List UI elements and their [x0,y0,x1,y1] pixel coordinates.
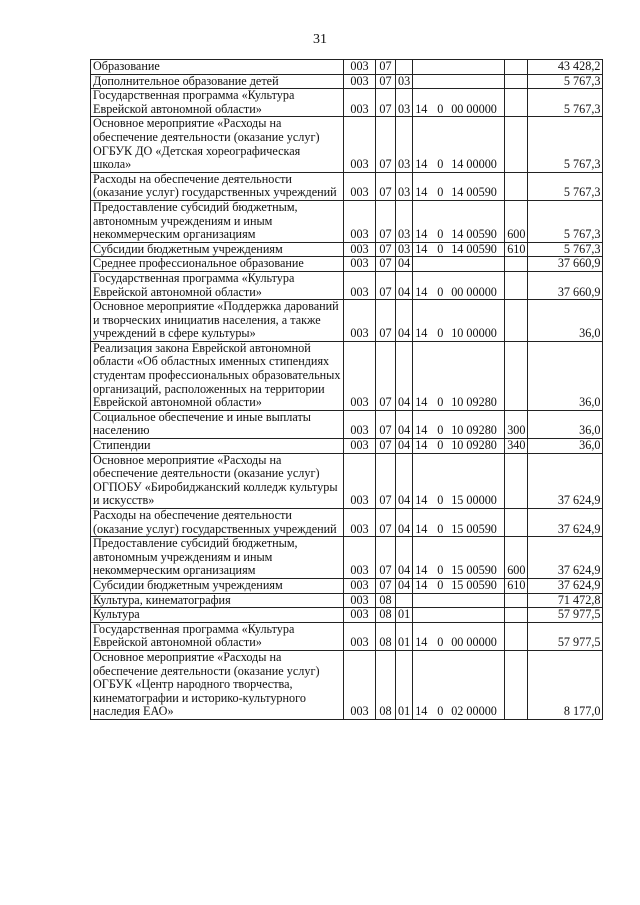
table-row [91,300,603,342]
row-admin-code-cell: 003 [344,60,376,75]
target-subprogram-code: 0 [437,284,444,299]
row-name-cell: Образование [91,60,344,75]
budget-table [90,59,603,720]
table-row [91,172,603,200]
page-number: 31 [313,32,327,47]
row-target-article-cell [413,257,505,272]
target-direction-code: 10 09280 [451,395,497,410]
row-admin-code-cell: 003 [344,117,376,172]
row-subsection-code-cell: 03 [396,172,413,200]
row-section-code-cell: 07 [376,439,396,454]
row-target-article-cell [413,60,505,75]
row-target-article-cell [413,537,505,579]
row-expense-type-cell: 600 [505,200,528,242]
target-direction-code: 00 00000 [451,284,497,299]
table-row [91,453,603,508]
row-expense-type-cell: 600 [505,537,528,579]
row-admin-code-cell: 003 [344,650,376,719]
row-name-cell: Основное мероприятие «Расходы на обеспечение деятельности (оказание услуг) ОГБУК ДО «Детская хореографическая школа» [91,117,344,172]
row-expense-type-cell [505,257,528,272]
table-row [91,117,603,172]
row-expense-type-cell: 300 [505,410,528,438]
row-subsection-code-cell: 04 [396,410,413,438]
row-subsection-code-cell [396,593,413,608]
row-section-code-cell: 07 [376,578,396,593]
table-row [91,242,603,257]
row-name-cell: Дополнительное образование детей [91,74,344,89]
target-program-code: 14 [415,521,428,536]
row-target-article-cell [413,608,505,623]
target-subprogram-code: 0 [437,521,444,536]
row-name-cell: Государственная программа «Культура Еврейской автономной области» [91,622,344,650]
target-direction-code: 15 00590 [451,563,497,578]
row-section-code-cell: 07 [376,537,396,579]
row-subsection-code-cell: 03 [396,117,413,172]
row-admin-code-cell: 003 [344,172,376,200]
row-admin-code-cell: 003 [344,439,376,454]
target-direction-code: 00 00000 [451,101,497,116]
row-admin-code-cell: 003 [344,242,376,257]
row-sum-cell: 37 624,9 [528,453,603,508]
row-name-cell: Среднее профессиональное образование [91,257,344,272]
target-direction-code: 02 00000 [451,704,497,719]
row-section-code-cell: 08 [376,622,396,650]
table-row [91,200,603,242]
row-target-article-cell [413,593,505,608]
target-subprogram-code: 0 [437,635,444,650]
row-expense-type-cell: 610 [505,242,528,257]
row-expense-type-cell [505,89,528,117]
row-subsection-code-cell: 04 [396,509,413,537]
row-expense-type-cell [505,74,528,89]
row-name-cell: Основное мероприятие «Расходы на обеспечение деятельности (оказание услуг) ОГПОБУ «Биробиджанский колледж культуры и искусств» [91,453,344,508]
row-target-article-cell [413,117,505,172]
row-name-cell: Расходы на обеспечение деятельности (оказание услуг) государственных учреждений [91,172,344,200]
row-admin-code-cell: 003 [344,509,376,537]
row-sum-cell: 57 977,5 [528,608,603,623]
row-target-article-cell [413,300,505,342]
row-admin-code-cell: 003 [344,257,376,272]
row-name-cell: Расходы на обеспечение деятельности (оказание услуг) государственных учреждений [91,509,344,537]
table-row [91,60,603,75]
table-row [91,622,603,650]
table-row [91,578,603,593]
row-name-cell: Стипендии [91,439,344,454]
target-subprogram-code: 0 [437,242,444,256]
target-subprogram-code: 0 [437,101,444,116]
row-sum-cell: 37 660,9 [528,257,603,272]
target-program-code: 14 [415,704,428,719]
row-name-cell: Субсидии бюджетным учреждениям [91,242,344,257]
row-expense-type-cell [505,341,528,410]
row-target-article-cell [413,650,505,719]
row-section-code-cell: 07 [376,410,396,438]
target-direction-code: 10 09280 [451,423,497,438]
row-sum-cell: 71 472,8 [528,593,603,608]
row-section-code-cell: 07 [376,257,396,272]
row-section-code-cell: 08 [376,608,396,623]
table-row [91,537,603,579]
row-admin-code-cell: 003 [344,608,376,623]
row-section-code-cell: 07 [376,89,396,117]
row-name-cell: Основное мероприятие «Поддержка дарований и творческих инициатив населения, а также учреждений в сфере культуры» [91,300,344,342]
row-subsection-code-cell [396,60,413,75]
target-direction-code: 14 00590 [451,227,497,242]
row-section-code-cell: 07 [376,453,396,508]
row-subsection-code-cell: 04 [396,271,413,299]
row-name-cell: Предоставление субсидий бюджетным, автономным учреждениям и иным некоммерческим организациям [91,537,344,579]
row-sum-cell: 36,0 [528,300,603,342]
target-program-code: 14 [415,157,428,172]
row-expense-type-cell [505,271,528,299]
target-direction-code: 14 00590 [451,185,497,200]
row-name-cell: Предоставление субсидий бюджетным, автономным учреждениям и иным некоммерческим организациям [91,200,344,242]
row-admin-code-cell: 003 [344,410,376,438]
row-target-article-cell [413,453,505,508]
row-subsection-code-cell: 04 [396,439,413,454]
row-name-cell: Культура [91,608,344,623]
row-expense-type-cell [505,608,528,623]
row-name-cell: Государственная программа «Культура Еврейской автономной области» [91,271,344,299]
target-program-code: 14 [415,635,428,650]
row-sum-cell: 5 767,3 [528,74,603,89]
row-target-article-cell [413,242,505,257]
row-sum-cell: 8 177,0 [528,650,603,719]
row-expense-type-cell [505,300,528,342]
table-row [91,509,603,537]
row-section-code-cell: 07 [376,341,396,410]
target-direction-code: 15 00590 [451,521,497,536]
target-program-code: 14 [415,438,428,453]
row-target-article-cell [413,439,505,454]
row-target-article-cell [413,200,505,242]
target-program-code: 14 [415,185,428,200]
row-target-article-cell [413,89,505,117]
row-sum-cell: 5 767,3 [528,200,603,242]
target-direction-code: 00 00000 [451,635,497,650]
table-body [91,60,603,720]
row-admin-code-cell: 003 [344,74,376,89]
row-subsection-code-cell: 03 [396,74,413,89]
target-direction-code: 10 00000 [451,326,497,341]
target-direction-code: 14 00590 [451,242,497,256]
target-subprogram-code: 0 [437,185,444,200]
row-subsection-code-cell: 04 [396,453,413,508]
row-target-article-cell [413,578,505,593]
row-subsection-code-cell: 01 [396,622,413,650]
row-name-cell: Культура, кинематография [91,593,344,608]
target-subprogram-code: 0 [437,493,444,508]
table-row [91,439,603,454]
target-program-code: 14 [415,284,428,299]
row-admin-code-cell: 003 [344,578,376,593]
row-admin-code-cell: 003 [344,89,376,117]
row-admin-code-cell: 003 [344,453,376,508]
row-expense-type-cell [505,60,528,75]
target-subprogram-code: 0 [437,423,444,438]
target-subprogram-code: 0 [437,395,444,410]
target-direction-code: 14 00000 [451,157,497,172]
row-sum-cell: 37 624,9 [528,537,603,579]
row-expense-type-cell: 610 [505,578,528,593]
row-expense-type-cell [505,172,528,200]
target-direction-code: 15 00000 [451,493,497,508]
row-section-code-cell: 08 [376,593,396,608]
row-admin-code-cell: 003 [344,271,376,299]
row-section-code-cell: 07 [376,242,396,257]
row-name-cell: Реализация закона Еврейской автономной области «Об областных именных стипендиях студентам профессиональных образовательных организаций, расположенных на территории Еврейской автономной области» [91,341,344,410]
row-subsection-code-cell: 04 [396,300,413,342]
row-section-code-cell: 07 [376,117,396,172]
row-subsection-code-cell: 01 [396,650,413,719]
row-target-article-cell [413,74,505,89]
row-expense-type-cell [505,593,528,608]
row-subsection-code-cell: 04 [396,578,413,593]
target-subprogram-code: 0 [437,578,444,592]
target-subprogram-code: 0 [437,326,444,341]
row-subsection-code-cell: 04 [396,537,413,579]
target-program-code: 14 [415,563,428,578]
target-program-code: 14 [415,227,428,242]
row-name-cell: Субсидии бюджетным учреждениям [91,578,344,593]
row-sum-cell: 37 624,9 [528,509,603,537]
table-row [91,410,603,438]
row-target-article-cell [413,622,505,650]
target-program-code: 14 [415,493,428,508]
row-sum-cell: 37 660,9 [528,271,603,299]
row-expense-type-cell [505,453,528,508]
target-subprogram-code: 0 [437,438,444,453]
row-sum-cell: 57 977,5 [528,622,603,650]
table-row [91,271,603,299]
row-sum-cell: 37 624,9 [528,578,603,593]
target-subprogram-code: 0 [437,704,444,719]
table-row [91,608,603,623]
table-row [91,89,603,117]
row-subsection-code-cell: 03 [396,89,413,117]
row-name-cell: Государственная программа «Культура Еврейской автономной области» [91,89,344,117]
target-program-code: 14 [415,578,428,592]
target-direction-code: 15 00590 [451,578,497,592]
row-expense-type-cell [505,509,528,537]
row-subsection-code-cell: 03 [396,200,413,242]
row-admin-code-cell: 003 [344,300,376,342]
table-row [91,74,603,89]
target-subprogram-code: 0 [437,157,444,172]
row-sum-cell: 36,0 [528,410,603,438]
row-expense-type-cell [505,117,528,172]
row-subsection-code-cell: 04 [396,257,413,272]
row-target-article-cell [413,341,505,410]
row-section-code-cell: 07 [376,172,396,200]
row-admin-code-cell: 003 [344,622,376,650]
row-admin-code-cell: 003 [344,537,376,579]
row-target-article-cell [413,271,505,299]
row-section-code-cell: 07 [376,300,396,342]
row-subsection-code-cell: 03 [396,242,413,257]
row-admin-code-cell: 003 [344,200,376,242]
row-section-code-cell: 07 [376,60,396,75]
row-name-cell: Основное мероприятие «Расходы на обеспечение деятельности (оказание услуг) ОГБУК «Центр народного творчества, кинематографии и историко-культурного наследия ЕАО» [91,650,344,719]
table-row [91,593,603,608]
row-section-code-cell: 07 [376,509,396,537]
row-section-code-cell: 07 [376,271,396,299]
row-subsection-code-cell: 04 [396,341,413,410]
row-section-code-cell: 07 [376,74,396,89]
target-program-code: 14 [415,395,428,410]
row-sum-cell: 43 428,2 [528,60,603,75]
row-expense-type-cell: 340 [505,439,528,454]
row-sum-cell: 5 767,3 [528,172,603,200]
table-row [91,650,603,719]
target-subprogram-code: 0 [437,227,444,242]
row-admin-code-cell: 003 [344,341,376,410]
row-expense-type-cell [505,650,528,719]
target-program-code: 14 [415,423,428,438]
row-sum-cell: 36,0 [528,341,603,410]
table-row [91,257,603,272]
row-subsection-code-cell: 01 [396,608,413,623]
target-program-code: 14 [415,326,428,341]
row-expense-type-cell [505,622,528,650]
row-sum-cell: 5 767,3 [528,117,603,172]
row-target-article-cell [413,509,505,537]
row-sum-cell: 36,0 [528,439,603,454]
row-name-cell: Социальное обеспечение и иные выплаты населению [91,410,344,438]
target-program-code: 14 [415,242,428,256]
row-admin-code-cell: 003 [344,593,376,608]
target-direction-code: 10 09280 [451,438,497,453]
table-row [91,341,603,410]
row-target-article-cell [413,172,505,200]
row-sum-cell: 5 767,3 [528,242,603,257]
row-section-code-cell: 08 [376,650,396,719]
row-section-code-cell: 07 [376,200,396,242]
target-program-code: 14 [415,101,428,116]
row-sum-cell: 5 767,3 [528,89,603,117]
target-subprogram-code: 0 [437,563,444,578]
row-target-article-cell [413,410,505,438]
